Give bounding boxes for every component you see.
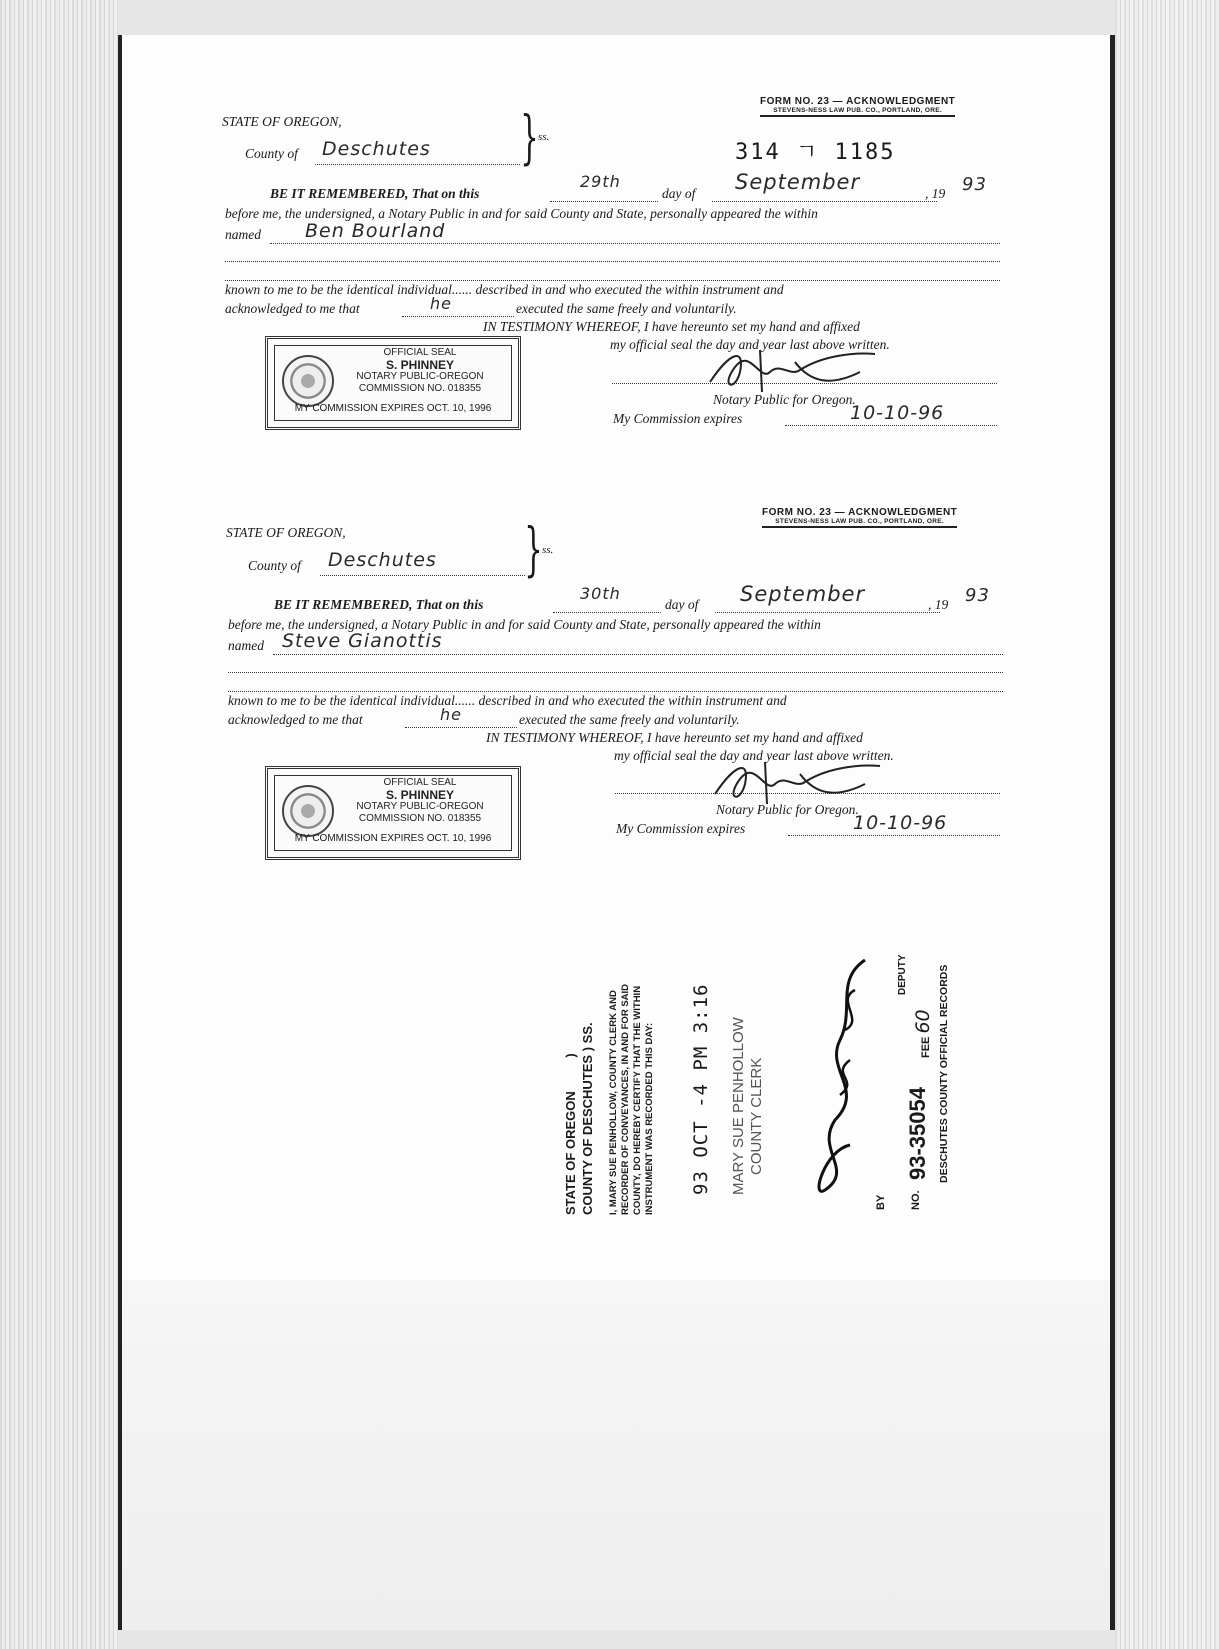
before-me-text: before me, the undersigned, a Notary Public in and for said County and State, personally appeared the within (225, 206, 818, 221)
seal-line-4: COMMISSION NO. 018355 (358, 383, 482, 394)
month-value: September (740, 582, 866, 606)
oregon-seal-emblem-icon (282, 785, 334, 837)
known-text: known to me to be the identical individual...... described in and who executed the within instrument and (225, 282, 784, 297)
stamp-ss: ) SS. (580, 1022, 595, 1052)
named-label: named (228, 638, 264, 653)
page-edge-left (118, 35, 122, 1630)
remembered-text: BE IT REMEMBERED, That on this (270, 186, 480, 201)
day-of-label: day of (665, 597, 699, 612)
deputy-signature (795, 950, 885, 1205)
year-prefix: , 19 (925, 186, 946, 201)
commission-line (788, 835, 1000, 836)
named-line (270, 243, 1000, 244)
stamp-cert-1: I, MARY SUE PENHOLLOW, COUNTY CLERK AND (608, 990, 619, 1215)
ack-value: he (430, 294, 452, 313)
ack-suffix: executed the same freely and voluntarily. (519, 712, 740, 727)
official-seal-text: my official seal the day and year last above written. (614, 748, 894, 763)
notary-label: Notary Public for Oregon. (713, 392, 856, 407)
remembered-text: BE IT REMEMBERED, That on this (274, 597, 484, 612)
ss-label: ss. (542, 544, 554, 556)
seal-name: S. PHINNEY (385, 358, 454, 372)
seal-name: S. PHINNEY (385, 788, 454, 802)
county-line (320, 575, 525, 576)
seal-line-1: OFFICIAL SEAL (383, 347, 457, 358)
commission-label: My Commission expires (616, 821, 746, 836)
stamp-county (580, 1022, 595, 1215)
seal-line-5: MY COMMISSION EXPIRES OCT. 10, 1996 (294, 403, 492, 414)
stamp-clerk-name: MARY SUE PENHOLLOW (730, 1017, 747, 1195)
notary-seal (265, 766, 521, 860)
county-value: Deschutes (328, 549, 437, 571)
day-line (553, 612, 661, 613)
oregon-seal-emblem-icon (282, 355, 334, 407)
year-value: 93 (965, 585, 990, 606)
ack-suffix: executed the same freely and voluntarily. (516, 301, 737, 316)
form-title: FORM NO. 23 — ACKNOWLEDGMENT (762, 507, 958, 518)
seal-line-3: NOTARY PUBLIC-OREGON (356, 801, 484, 812)
month-line (712, 201, 937, 202)
county-value: Deschutes (322, 138, 431, 160)
named-line (273, 654, 1003, 655)
day-line (550, 201, 658, 202)
commission-label: My Commission expires (613, 411, 743, 426)
day-value: 30th (580, 584, 621, 603)
form-publisher: STEVENS-NESS LAW PUB. CO., PORTLAND, ORE. (760, 107, 955, 117)
before-me-text: before me, the undersigned, a Notary Public in and for said County and State, personally appeared the within (228, 617, 821, 632)
stamp-record-number: 93-35054 (905, 1087, 930, 1180)
testimony-text: IN TESTIMONY WHEREOF, I have hereunto set my hand and affixed (486, 730, 863, 745)
stamp-by-label: BY (875, 1194, 887, 1210)
stamp-cert-3: COUNTY, DO HEREBY CERTIFY THAT THE WITHIN (632, 985, 643, 1215)
year-prefix: , 19 (928, 597, 949, 612)
year-value: 93 (962, 174, 987, 195)
page-edge-right (1110, 35, 1115, 1630)
official-seal-text: my official seal the day and year last above written. (610, 337, 890, 352)
stamp-deputy-label: DEPUTY (897, 954, 908, 995)
ack-prefix: acknowledged to me that (228, 712, 363, 727)
blank-line (225, 280, 1000, 281)
brace: } (520, 103, 539, 171)
named-value: Steve Gianottis (282, 630, 443, 652)
stamp-paren: ) (563, 1053, 578, 1058)
known-text: known to me to be the identical individual...... described in and who executed the within instrument and (228, 693, 787, 708)
day-of-label: day of (662, 186, 696, 201)
county-line (315, 164, 520, 165)
stamp-fee-value: 60 (912, 1009, 934, 1034)
stamp-fee (912, 1009, 934, 1058)
stamp-state (563, 1053, 578, 1215)
ss-label: ss. (538, 131, 550, 143)
form-publisher: STEVENS-NESS LAW PUB. CO., PORTLAND, ORE. (762, 518, 957, 528)
form-header (762, 507, 957, 528)
brace: } (524, 515, 543, 583)
form-title: FORM NO. 23 — ACKNOWLEDGMENT (760, 96, 956, 107)
stamp-cert-2: RECORDER OF CONVEYANCES, IN AND FOR SAID (620, 983, 631, 1215)
named-label: named (225, 227, 261, 242)
form-header (760, 96, 955, 117)
blank-line (228, 672, 1003, 673)
seal-line-3: NOTARY PUBLIC-OREGON (356, 371, 484, 382)
stamp-records-label: DESCHUTES COUNTY OFFICIAL RECORDS (938, 964, 950, 1183)
commission-line (785, 425, 997, 426)
month-value: September (735, 170, 861, 194)
day-value: 29th (580, 172, 621, 191)
page-bottom-shade (122, 1280, 1110, 1630)
commission-value: 10-10-96 (850, 402, 945, 424)
month-line (715, 612, 940, 613)
county-label: County of (248, 558, 301, 573)
blank-line (225, 261, 1000, 262)
stamp-state-text: STATE OF OREGON (563, 1091, 578, 1215)
blank-line (228, 691, 1003, 692)
stamp-clerk-title: COUNTY CLERK (748, 1057, 765, 1175)
ack-line (405, 727, 517, 728)
seal-line-1: OFFICIAL SEAL (383, 777, 457, 788)
stamp-county-text: COUNTY OF DESCHUTES (580, 1054, 595, 1215)
ack-prefix: acknowledged to me that (225, 301, 360, 316)
state-heading: STATE OF OREGON, (222, 114, 342, 129)
county-label: County of (245, 146, 298, 161)
notary-label: Notary Public for Oregon. (716, 802, 859, 817)
stamp-no-label: NO. (910, 1190, 922, 1210)
ack-value: he (440, 705, 462, 724)
stamp-timestamp: 93 OCT -4 PM 3:16 (690, 983, 712, 1195)
ack-line (402, 316, 514, 317)
notary-seal (265, 336, 521, 430)
named-value: Ben Bourland (305, 220, 446, 242)
stamp-cert-4: INSTRUMENT WAS RECORDED THIS DAY: (644, 1022, 655, 1215)
scan-noise-right (1115, 0, 1219, 1649)
seal-line-4: COMMISSION NO. 018355 (358, 813, 482, 824)
seal-line-5: MY COMMISSION EXPIRES OCT. 10, 1996 (294, 833, 492, 844)
stamp-fee-label: FEE (920, 1036, 932, 1058)
state-heading: STATE OF OREGON, (226, 525, 346, 540)
testimony-text: IN TESTIMONY WHEREOF, I have hereunto set my hand and affixed (483, 319, 860, 334)
document-number: 314 ㄱ 1185 (735, 140, 896, 165)
scan-noise-left (0, 0, 118, 1649)
commission-value: 10-10-96 (853, 812, 948, 834)
